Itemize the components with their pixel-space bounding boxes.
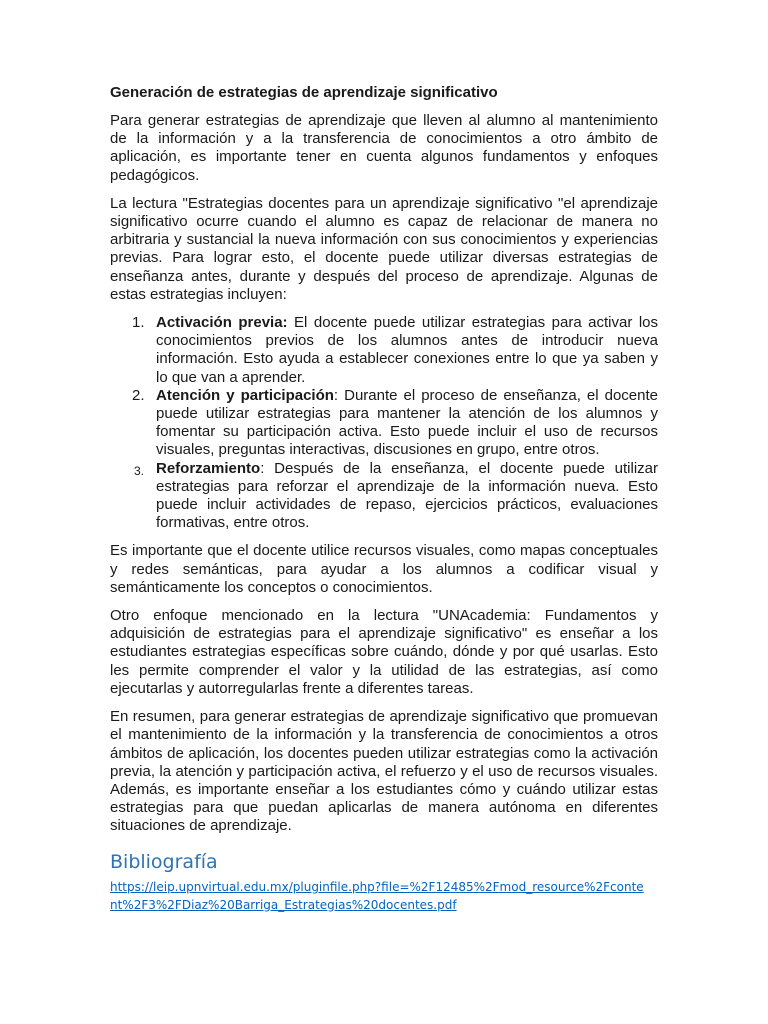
list-term: Atención y participación (156, 386, 334, 404)
list-text: : Después de la enseñanza, el docente puede utilizar estrategias para reforzar el aprendizaje de la información nueva. Esto puede incluir actividades de repaso, ejercicios prácticos, evaluaciones formativas, entre otros. (156, 459, 658, 532)
document-page (110, 84, 658, 914)
list-term: Reforzamiento (156, 459, 261, 477)
list-number: 1. (132, 314, 145, 332)
list-term: Activación previa: (156, 314, 288, 332)
paragraph-reading: La lectura "Estrategias docentes para un aprendizaje significativo "el aprendizaje significativo ocurre cuando el alumno es capaz de relacionar de manera no arbitraria y sustancial la nueva información con sus conocimientos y experiencias previas. Para lograr esto, el docente puede utilizar diversas estrategias de enseñanza antes, durante y después del proceso de aprendizaje. Algunas de estas estrategias incluyen: (110, 194, 658, 303)
paragraph-summary: En resumen, para generar estrategias de aprendizaje significativo que promuevan el mantenimiento de la información y la transferencia de conocimientos a otros ámbitos de aplicación, los docentes pueden utilizar estrategias como la activación previa, la atención y participación activa, el refuerzo y el uso de recursos visuales. Además, es importante enseñar a los estudiantes cómo y cuándo utilizar estas estrategias para que puedan aplicarlas de manera autónoma en diferentes situaciones de aprendizaje. (110, 708, 658, 835)
list-item (110, 314, 658, 387)
list-text: El docente puede utilizar estrategias para activar los conocimientos previos de los alumnos antes de introducir nueva información. Esto ayuda a establecer conexiones entre lo que ya saben y lo que van a aprender. (156, 314, 658, 386)
paragraph-intro: Para generar estrategias de aprendizaje que lleven al alumno al mantenimiento de la información y a la transferencia de conocimientos a otro ámbito de aplicación, es importante tener en cuenta algunos fundamentos y enfoques pedagógicos. (110, 112, 658, 184)
list-number: 3. (134, 463, 145, 478)
bibliography-link[interactable]: https://leip.upnvirtual.edu.mx/pluginfile.php?file=%2F12485%2Fmod_resource%2Fcontent%2F3%2FDiaz%20Barriga_Estrategias%20docentes.pdf (110, 879, 644, 912)
paragraph-unacademia: Otro enfoque mencionado en la lectura "UNAcademia: Fundamentos y adquisición de estrategias para el aprendizaje significativo" es enseñar a los estudiantes estrategias específicas sobre cuándo, dónde y por qué usarlas. Esto les permite comprender el valor y la utilidad de las estrategias, así como ejecutarlas y autorregularlas frente a diferentes tareas. (110, 607, 658, 697)
bibliography-heading: Bibliografía (110, 850, 218, 873)
list-text: : Durante el proceso de enseñanza, el docente puede utilizar estrategias para mantener la atención de los alumnos y fomentar su participación activa. Esto puede incluir el uso de recursos visuales, preguntas interactivas, discusiones en grupo, entre otros. (156, 386, 658, 459)
strategies-list (110, 314, 658, 532)
document-title: Generación de estrategias de aprendizaje significativo (110, 84, 498, 101)
list-item (110, 387, 658, 460)
list-number: 2. (132, 386, 145, 404)
paragraph-visual-resources: Es importante que el docente utilice recursos visuales, como mapas conceptuales y redes semánticas, para ayudar a los alumnos a codificar visual y semánticamente los conceptos o conocimientos. (110, 542, 658, 596)
list-item (110, 460, 658, 533)
